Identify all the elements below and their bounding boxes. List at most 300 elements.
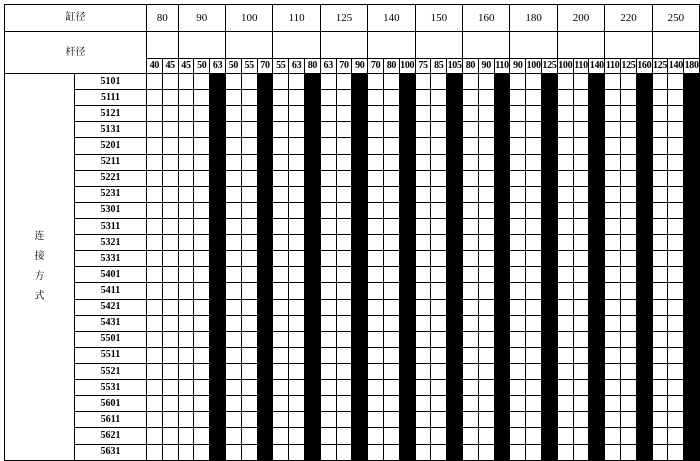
availability-cell [368,122,384,138]
availability-mark [399,315,415,331]
rod-header-spacer [510,32,557,59]
availability-cell [320,154,336,170]
availability-mark [447,331,463,347]
connection-type-char: 方 [34,270,45,282]
availability-cell [478,138,494,154]
rod-header-spacer [178,32,225,59]
availability-cell [573,122,589,138]
availability-cell [605,186,621,202]
availability-cell [478,331,494,347]
table-row [5,138,700,154]
spec-table [4,4,700,461]
availability-cell [225,331,241,347]
availability-cell [605,444,621,460]
bore-diameter-header: 200 [557,5,604,32]
availability-cell [526,138,542,154]
availability-cell [557,235,573,251]
availability-cell [336,444,352,460]
availability-cell [478,186,494,202]
availability-cell [526,444,542,460]
availability-cell [557,106,573,122]
availability-mark [210,396,226,412]
availability-cell [652,380,668,396]
availability-cell [320,122,336,138]
availability-mark [447,154,463,170]
availability-cell [147,267,163,283]
rod-diameter-header: 85 [431,59,447,74]
availability-cell [320,138,336,154]
availability-cell [241,122,257,138]
connection-code: 5411 [75,283,147,299]
availability-mark [399,428,415,444]
availability-cell [431,251,447,267]
availability-cell [605,235,621,251]
rod-diameter-header: 110 [573,59,589,74]
availability-cell [368,267,384,283]
availability-mark [447,283,463,299]
availability-cell [668,267,684,283]
rod-diameter-header: 50 [225,59,241,74]
availability-mark [447,396,463,412]
availability-cell [478,90,494,106]
availability-cell [162,186,178,202]
availability-cell [320,267,336,283]
availability-mark [304,202,320,218]
rod-diameter-header: 100 [526,59,542,74]
availability-cell [194,251,210,267]
availability-cell [526,106,542,122]
availability-cell [573,267,589,283]
availability-cell [194,347,210,363]
availability-mark [494,235,510,251]
availability-cell [510,170,526,186]
availability-mark [210,154,226,170]
availability-cell [320,218,336,234]
availability-cell [162,347,178,363]
availability-cell [273,235,289,251]
availability-mark [636,412,652,428]
availability-cell [621,299,637,315]
availability-cell [384,74,400,90]
availability-cell [478,347,494,363]
availability-cell [194,396,210,412]
availability-cell [320,106,336,122]
availability-cell [463,331,479,347]
availability-cell [557,331,573,347]
availability-mark [589,396,605,412]
availability-mark [447,122,463,138]
availability-mark [304,138,320,154]
availability-cell [289,380,305,396]
availability-mark [684,154,700,170]
availability-cell [605,283,621,299]
availability-mark [304,218,320,234]
availability-mark [636,428,652,444]
availability-cell [178,186,194,202]
availability-cell [652,331,668,347]
availability-mark [589,412,605,428]
availability-cell [368,444,384,460]
availability-mark [210,315,226,331]
availability-cell [368,170,384,186]
availability-mark [399,347,415,363]
bore-diameter-header: 140 [368,5,415,32]
rod-header-spacer [368,32,415,59]
availability-cell [526,90,542,106]
availability-cell [668,283,684,299]
table-row [5,299,700,315]
bore-diameter-header: 125 [320,5,367,32]
availability-mark [589,363,605,379]
rod-header-spacer [415,32,462,59]
availability-cell [510,428,526,444]
availability-cell [668,412,684,428]
availability-cell [415,235,431,251]
availability-cell [162,363,178,379]
availability-cell [573,380,589,396]
availability-cell [289,202,305,218]
availability-cell [463,444,479,460]
availability-mark [589,299,605,315]
table-row [5,347,700,363]
availability-mark [636,74,652,90]
availability-cell [273,363,289,379]
availability-cell [668,138,684,154]
table-row [5,444,700,460]
availability-cell [147,315,163,331]
availability-cell [384,380,400,396]
bore-diameter-header: 150 [415,5,462,32]
availability-mark [399,186,415,202]
availability-mark [399,235,415,251]
availability-cell [605,380,621,396]
availability-mark [304,380,320,396]
availability-cell [510,90,526,106]
table-row [5,412,700,428]
availability-cell [289,428,305,444]
availability-mark [304,122,320,138]
availability-cell [320,186,336,202]
availability-cell [526,299,542,315]
availability-cell [368,235,384,251]
availability-cell [241,202,257,218]
availability-mark [589,428,605,444]
availability-mark [257,90,273,106]
availability-cell [463,90,479,106]
availability-cell [194,218,210,234]
availability-cell [431,428,447,444]
availability-mark [399,202,415,218]
availability-cell [320,331,336,347]
rod-diameter-header: 125 [621,59,637,74]
rod-diameter-header: 90 [510,59,526,74]
rod-header-spacer [147,32,179,59]
availability-cell [178,444,194,460]
availability-cell [621,380,637,396]
availability-mark [304,106,320,122]
availability-mark [494,74,510,90]
availability-cell [289,331,305,347]
availability-cell [510,202,526,218]
availability-mark [684,186,700,202]
availability-cell [289,283,305,299]
availability-mark [494,122,510,138]
availability-cell [652,267,668,283]
availability-cell [621,218,637,234]
availability-mark [399,218,415,234]
connection-code: 5401 [75,267,147,283]
availability-cell [668,347,684,363]
availability-cell [289,218,305,234]
availability-cell [415,363,431,379]
availability-cell [557,90,573,106]
availability-cell [384,186,400,202]
availability-mark [494,331,510,347]
availability-mark [684,267,700,283]
availability-cell [147,138,163,154]
table-row [5,186,700,202]
availability-cell [463,251,479,267]
availability-cell [478,218,494,234]
availability-cell [289,444,305,460]
availability-cell [573,412,589,428]
availability-mark [352,299,368,315]
availability-mark [352,315,368,331]
availability-cell [652,186,668,202]
availability-cell [225,106,241,122]
availability-cell [510,251,526,267]
availability-mark [589,347,605,363]
bore-diameter-header: 100 [225,5,272,32]
availability-cell [194,444,210,460]
connection-code: 5431 [75,315,147,331]
availability-mark [542,74,558,90]
availability-cell [652,299,668,315]
availability-mark [257,235,273,251]
availability-cell [225,170,241,186]
availability-cell [652,90,668,106]
availability-mark [494,412,510,428]
availability-cell [336,138,352,154]
availability-mark [494,106,510,122]
availability-mark [304,235,320,251]
availability-cell [225,283,241,299]
availability-cell [510,315,526,331]
rod-diameter-header: 125 [652,59,668,74]
availability-cell [605,396,621,412]
availability-cell [621,267,637,283]
availability-mark [352,186,368,202]
availability-cell [605,138,621,154]
availability-cell [478,412,494,428]
availability-cell [557,347,573,363]
availability-cell [415,202,431,218]
connection-code: 5631 [75,444,147,460]
availability-mark [210,122,226,138]
availability-cell [368,202,384,218]
availability-cell [384,170,400,186]
availability-cell [194,428,210,444]
availability-mark [684,170,700,186]
availability-mark [210,138,226,154]
availability-mark [304,444,320,460]
availability-cell [368,74,384,90]
availability-cell [431,218,447,234]
availability-mark [684,299,700,315]
availability-cell [241,347,257,363]
availability-mark [304,396,320,412]
bore-diameter-header: 220 [605,5,652,32]
availability-cell [573,428,589,444]
availability-cell [225,380,241,396]
availability-cell [526,380,542,396]
availability-mark [684,122,700,138]
availability-cell [557,363,573,379]
availability-cell [162,251,178,267]
availability-cell [241,251,257,267]
availability-cell [147,235,163,251]
availability-cell [478,235,494,251]
availability-cell [510,154,526,170]
availability-mark [447,444,463,460]
availability-cell [652,315,668,331]
availability-cell [573,444,589,460]
availability-cell [431,90,447,106]
availability-cell [162,235,178,251]
availability-cell [463,380,479,396]
availability-cell [463,170,479,186]
availability-cell [668,218,684,234]
availability-cell [431,396,447,412]
availability-cell [463,267,479,283]
availability-cell [557,412,573,428]
availability-cell [194,138,210,154]
availability-cell [526,186,542,202]
availability-cell [320,347,336,363]
rod-diameter-header: 75 [415,59,431,74]
availability-mark [636,90,652,106]
availability-cell [241,138,257,154]
availability-mark [304,186,320,202]
availability-cell [668,106,684,122]
availability-cell [621,170,637,186]
availability-cell [225,74,241,90]
availability-cell [289,122,305,138]
availability-mark [304,363,320,379]
availability-mark [399,251,415,267]
connection-code: 5611 [75,412,147,428]
availability-mark [589,267,605,283]
availability-mark [257,428,273,444]
availability-cell [289,154,305,170]
availability-cell [415,122,431,138]
availability-cell [415,154,431,170]
availability-cell [225,251,241,267]
availability-mark [542,138,558,154]
availability-cell [463,122,479,138]
availability-mark [304,347,320,363]
availability-mark [636,218,652,234]
availability-mark [257,218,273,234]
table-row [5,202,700,218]
availability-cell [225,154,241,170]
availability-cell [652,235,668,251]
availability-cell [368,396,384,412]
availability-cell [510,235,526,251]
availability-cell [463,347,479,363]
availability-cell [320,380,336,396]
availability-mark [589,90,605,106]
availability-cell [178,412,194,428]
availability-cell [652,251,668,267]
availability-cell [368,90,384,106]
table-row [5,283,700,299]
availability-mark [636,363,652,379]
connection-code: 5221 [75,170,147,186]
availability-cell [225,90,241,106]
availability-mark [257,106,273,122]
availability-cell [431,235,447,251]
availability-cell [621,186,637,202]
rod-label: 杆径 [5,32,147,74]
connection-code: 5211 [75,154,147,170]
availability-mark [447,138,463,154]
availability-mark [447,380,463,396]
availability-mark [589,202,605,218]
availability-mark [494,444,510,460]
availability-mark [494,138,510,154]
availability-cell [336,380,352,396]
availability-cell [605,428,621,444]
availability-cell [320,396,336,412]
availability-cell [178,235,194,251]
availability-mark [494,154,510,170]
availability-mark [447,90,463,106]
rod-header-spacer [463,32,510,59]
availability-cell [431,363,447,379]
availability-cell [384,90,400,106]
availability-mark [542,170,558,186]
availability-mark [447,363,463,379]
availability-mark [684,106,700,122]
availability-mark [589,106,605,122]
rod-diameter-header: 100 [557,59,573,74]
availability-cell [431,412,447,428]
bore-diameter-header: 90 [178,5,225,32]
availability-cell [526,235,542,251]
availability-mark [257,315,273,331]
availability-mark [304,315,320,331]
availability-cell [478,380,494,396]
availability-mark [542,444,558,460]
availability-cell [478,299,494,315]
availability-mark [399,283,415,299]
availability-mark [257,380,273,396]
availability-mark [257,122,273,138]
availability-cell [162,331,178,347]
connection-type-char: 连 [34,230,45,242]
table-row [5,218,700,234]
availability-mark [352,396,368,412]
availability-mark [636,315,652,331]
availability-mark [257,347,273,363]
availability-mark [542,251,558,267]
availability-mark [684,74,700,90]
availability-cell [241,299,257,315]
availability-cell [526,412,542,428]
availability-cell [178,138,194,154]
availability-cell [621,251,637,267]
